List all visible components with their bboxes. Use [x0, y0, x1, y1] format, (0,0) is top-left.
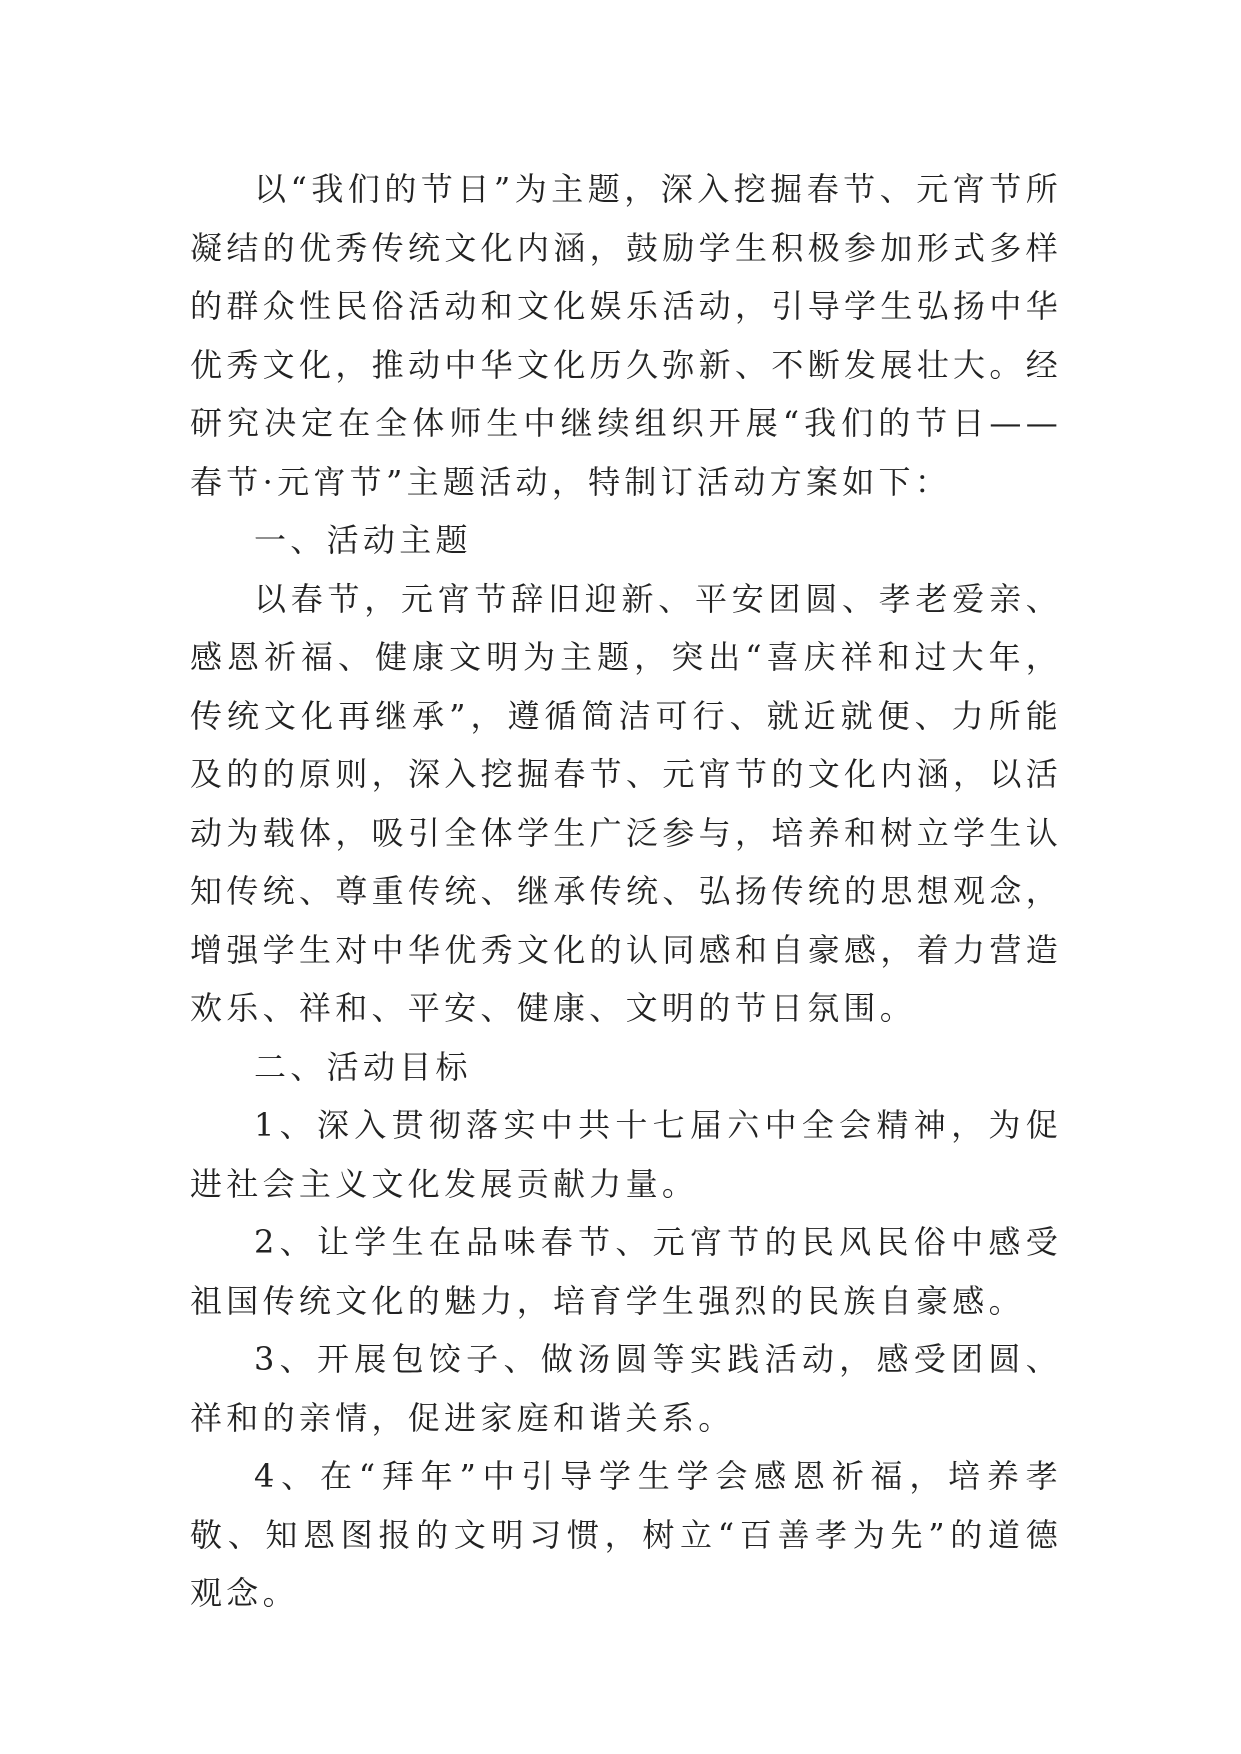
section-heading-goals: 二、活动目标: [254, 1047, 472, 1086]
goal-item-2: 2、让学生在品味春节、元宵节的民风民俗中感受祖国传统文化的魅力，培育学生强烈的民族自豪感。: [190, 1223, 1062, 1320]
document-body: [190, 160, 1062, 1623]
goal-item-1: 1、深入贯彻落实中共十七届六中全会精神，为促进社会主义文化发展贡献力量。: [190, 1106, 1062, 1203]
theme-paragraph: 以春节，元宵节辞旧迎新、平安团圆、孝老爱亲、感恩祈福、健康文明为主题，突出“喜庆祥和过大年，传统文化再继承”，遵循简洁可行、就近就便、力所能及的的原则，深入挖掘春节、元宵节的文化内涵，以活动为载体，吸引全体学生广泛参与，培养和树立学生认知传统、尊重传统、继承传统、弘扬传统的思想观念，增强学生对中华优秀文化的认同感和自豪感，着力营造欢乐、祥和、平安、健康、文明的节日氛围。: [190, 579, 1062, 1027]
section-heading-theme: 一、活动主题: [254, 521, 472, 559]
intro-paragraph: 以“我们的节日”为主题，深入挖掘春节、元宵节所凝结的优秀传统文化内涵，鼓励学生积极参加形式多样的群众性民俗活动和文化娱乐活动，引导学生弘扬中华优秀文化，推动中华文化历久弥新、不断发展壮大。经研究决定在全体师生中继续组织开展“我们的节日——春节·元宵节”主题活动，特制订活动方案如下：: [190, 170, 1062, 501]
goal-item-4: 4、在“拜年”中引导学生学会感恩祈福，培养孝敬、知恩图报的文明习惯，树立“百善孝为先”的道德观念。: [190, 1457, 1062, 1612]
goal-item-3: 3、开展包饺子、做汤圆等实践活动，感受团圆、祥和的亲情，促进家庭和谐关系。: [190, 1340, 1062, 1437]
